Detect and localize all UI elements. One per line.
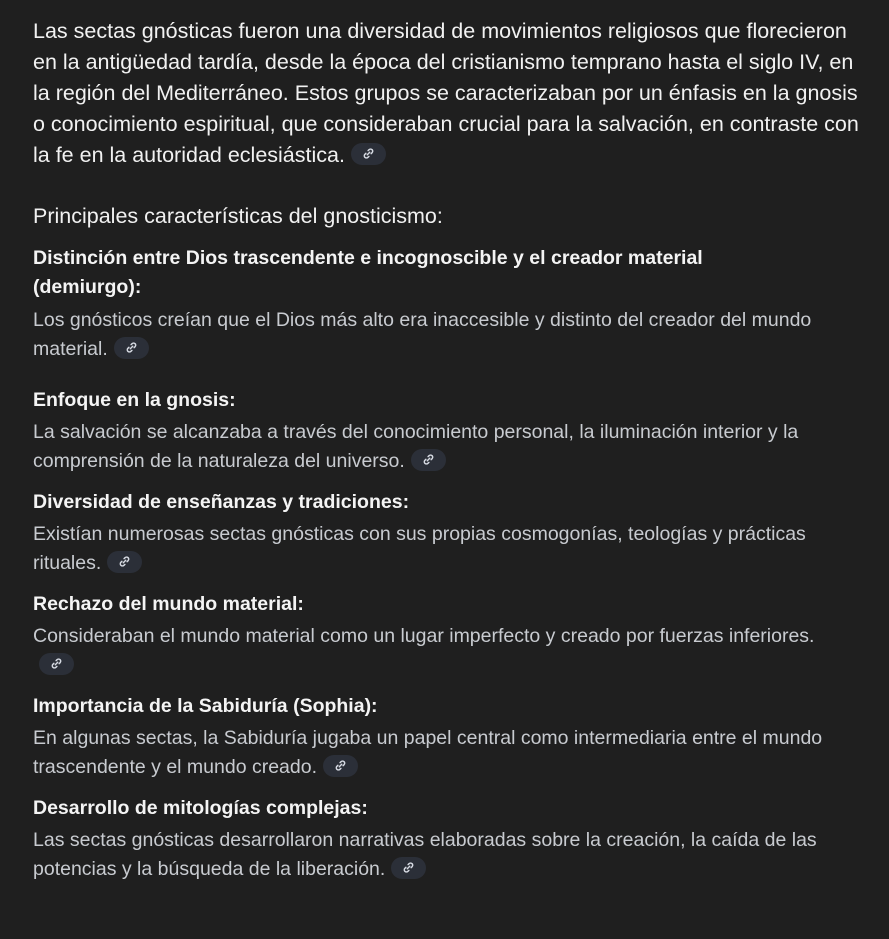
source-link-chip[interactable] bbox=[351, 143, 386, 165]
item-title: Distinción entre Dios trascendente e incognoscible y el creador material (demiurgo): bbox=[33, 247, 703, 298]
item-description bbox=[33, 520, 813, 578]
link-icon bbox=[118, 555, 131, 568]
item-title: Rechazo del mundo material: bbox=[33, 593, 304, 615]
source-link-chip[interactable] bbox=[411, 449, 446, 471]
intro-text: Las sectas gnósticas fueron una diversidad de movimientos religiosos que florecieron en la antigüedad tardía, desde la época del cristianismo temprano hasta el siglo IV, en la región del Mediterráneo. Estos grupos se caracterizaban por un énfasis en la gnosis o conocimiento espiritual, que consideraban crucial para la salvación, en contraste con la fe en la autoridad eclesiástica. bbox=[33, 19, 859, 167]
source-link-chip[interactable] bbox=[323, 755, 358, 777]
link-icon bbox=[422, 453, 435, 466]
item-title: Desarrollo de mitologías complejas: bbox=[33, 797, 368, 819]
item-title: Enfoque en la gnosis: bbox=[33, 389, 236, 411]
characteristic-item bbox=[33, 488, 869, 578]
item-description-text: En algunas sectas, la Sabiduría jugaba un papel central como intermediaria entre el mundo trascendente y el mundo creado. bbox=[33, 727, 823, 778]
item-description-text: Los gnósticos creían que el Dios más alto era inaccesible y distinto del creador del mundo material. bbox=[33, 309, 812, 360]
item-title: Diversidad de enseñanzas y tradiciones: bbox=[33, 491, 410, 513]
item-description bbox=[33, 622, 823, 680]
link-icon bbox=[334, 759, 347, 772]
item-description-text: Consideraban el mundo material como un lugar imperfecto y creado por fuerzas inferiores. bbox=[33, 625, 815, 647]
item-description bbox=[33, 306, 843, 364]
item-description bbox=[33, 418, 873, 476]
characteristic-item bbox=[33, 386, 869, 476]
item-description bbox=[33, 724, 853, 782]
item-description-text: Existían numerosas sectas gnósticas con sus propias cosmogonías, teologías y prácticas rituales. bbox=[33, 523, 806, 574]
link-icon bbox=[362, 147, 375, 160]
section-title: Principales características del gnosticismo: bbox=[33, 204, 443, 228]
link-icon bbox=[125, 341, 138, 354]
characteristic-item bbox=[33, 794, 869, 884]
link-icon bbox=[402, 861, 415, 874]
item-description-text: Las sectas gnósticas desarrollaron narrativas elaboradas sobre la creación, la caída de las potencias y la búsqueda de la liberación. bbox=[33, 829, 817, 880]
item-title: Importancia de la Sabiduría (Sophia): bbox=[33, 695, 378, 717]
source-link-chip[interactable] bbox=[39, 653, 74, 675]
intro-paragraph bbox=[33, 16, 873, 171]
source-link-chip[interactable] bbox=[114, 337, 149, 359]
link-icon bbox=[50, 657, 63, 670]
source-link-chip[interactable] bbox=[107, 551, 142, 573]
item-description-text: La salvación se alcanzaba a través del conocimiento personal, la iluminación interior y la comprensión de la naturaleza del universo. bbox=[33, 421, 799, 472]
characteristic-item bbox=[33, 692, 869, 782]
item-description bbox=[33, 826, 853, 884]
source-link-chip[interactable] bbox=[391, 857, 426, 879]
characteristic-item bbox=[33, 590, 869, 680]
characteristic-item bbox=[33, 244, 869, 364]
